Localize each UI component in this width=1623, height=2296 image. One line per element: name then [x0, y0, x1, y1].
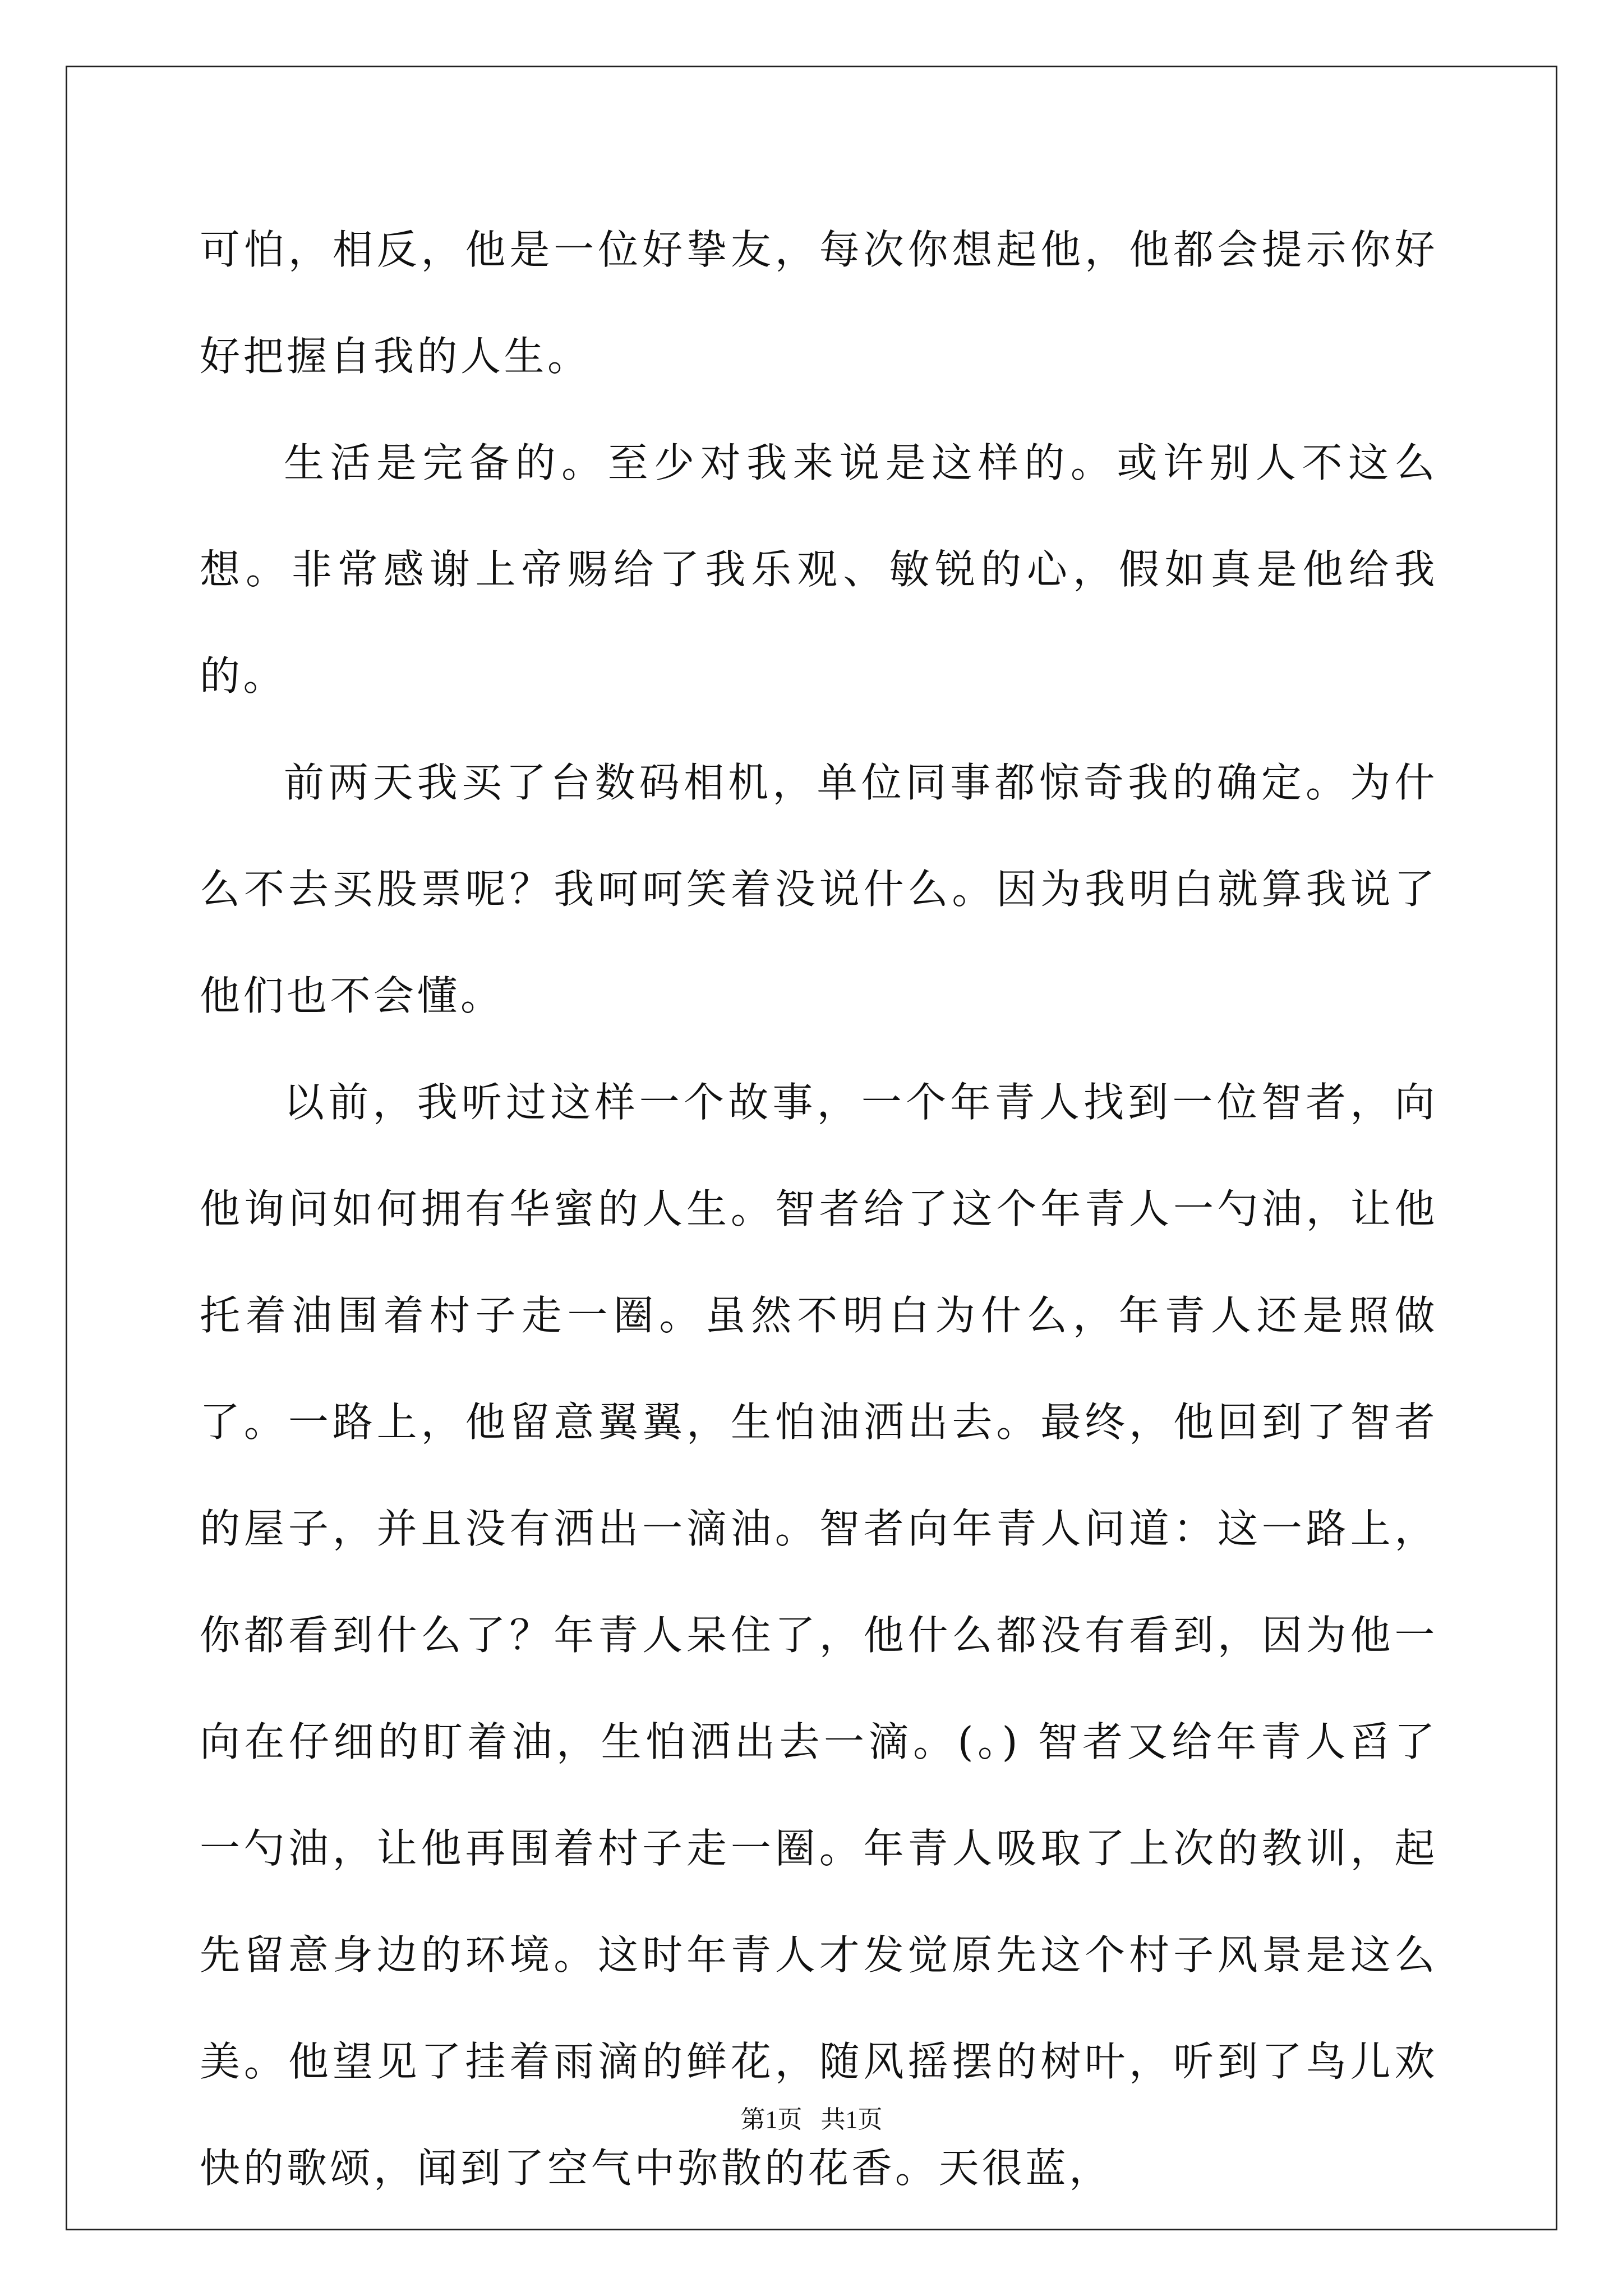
paragraph-4: 以前，我听过这样一个故事，一个年青人找到一位智者，向他询问如何拥有华蜜的人生。智者给了这个年青人一勺油，让他托着油围着村子走一圈。虽然不明白为什么，年青人还是照做了。一路上，他留意翼翼，生怕油洒出去。最终，他回到了智者的屋子，并且没有洒出一滴油。智者向年青人问道：这一路上，你都看到什么了？年青人呆住了，他什么都没有看到，因为他一向在仔细的盯着油，生怕洒出去一滴。(。) 智者又给年青人舀了一勺油，让他再围着村子走一圈。年青人吸取了上次的教训，起先留意身边的环境。这时年青人才发觉原先这个村子风景是这么美。他望见了挂着雨滴的鲜花，随风摇摆的树叶，听到了鸟儿欢快的歌颂，闻到了空气中弥散的花香。天很蓝，: [200, 1079, 1438, 2192]
paragraph-2: 生活是完备的。至少对我来说是这样的。或许别人不这么想。非常感谢上帝赐给了我乐观、敏锐的心，假如真是他给我的。: [200, 439, 1438, 700]
paragraph-3: 前两天我买了台数码相机，单位同事都惊奇我的确定。为什么不去买股票呢？我呵呵笑着没说什么。因为我明白就算我说了他们也不会懂。: [200, 759, 1438, 1019]
paragraph-1: 可怕，相反，他是一位好挚友，每次你想起他，他都会提示你好好把握自我的人生。: [200, 226, 1438, 380]
document-body: [200, 196, 1438, 2221]
page-footer: 第1页 共1页: [740, 2106, 883, 2133]
